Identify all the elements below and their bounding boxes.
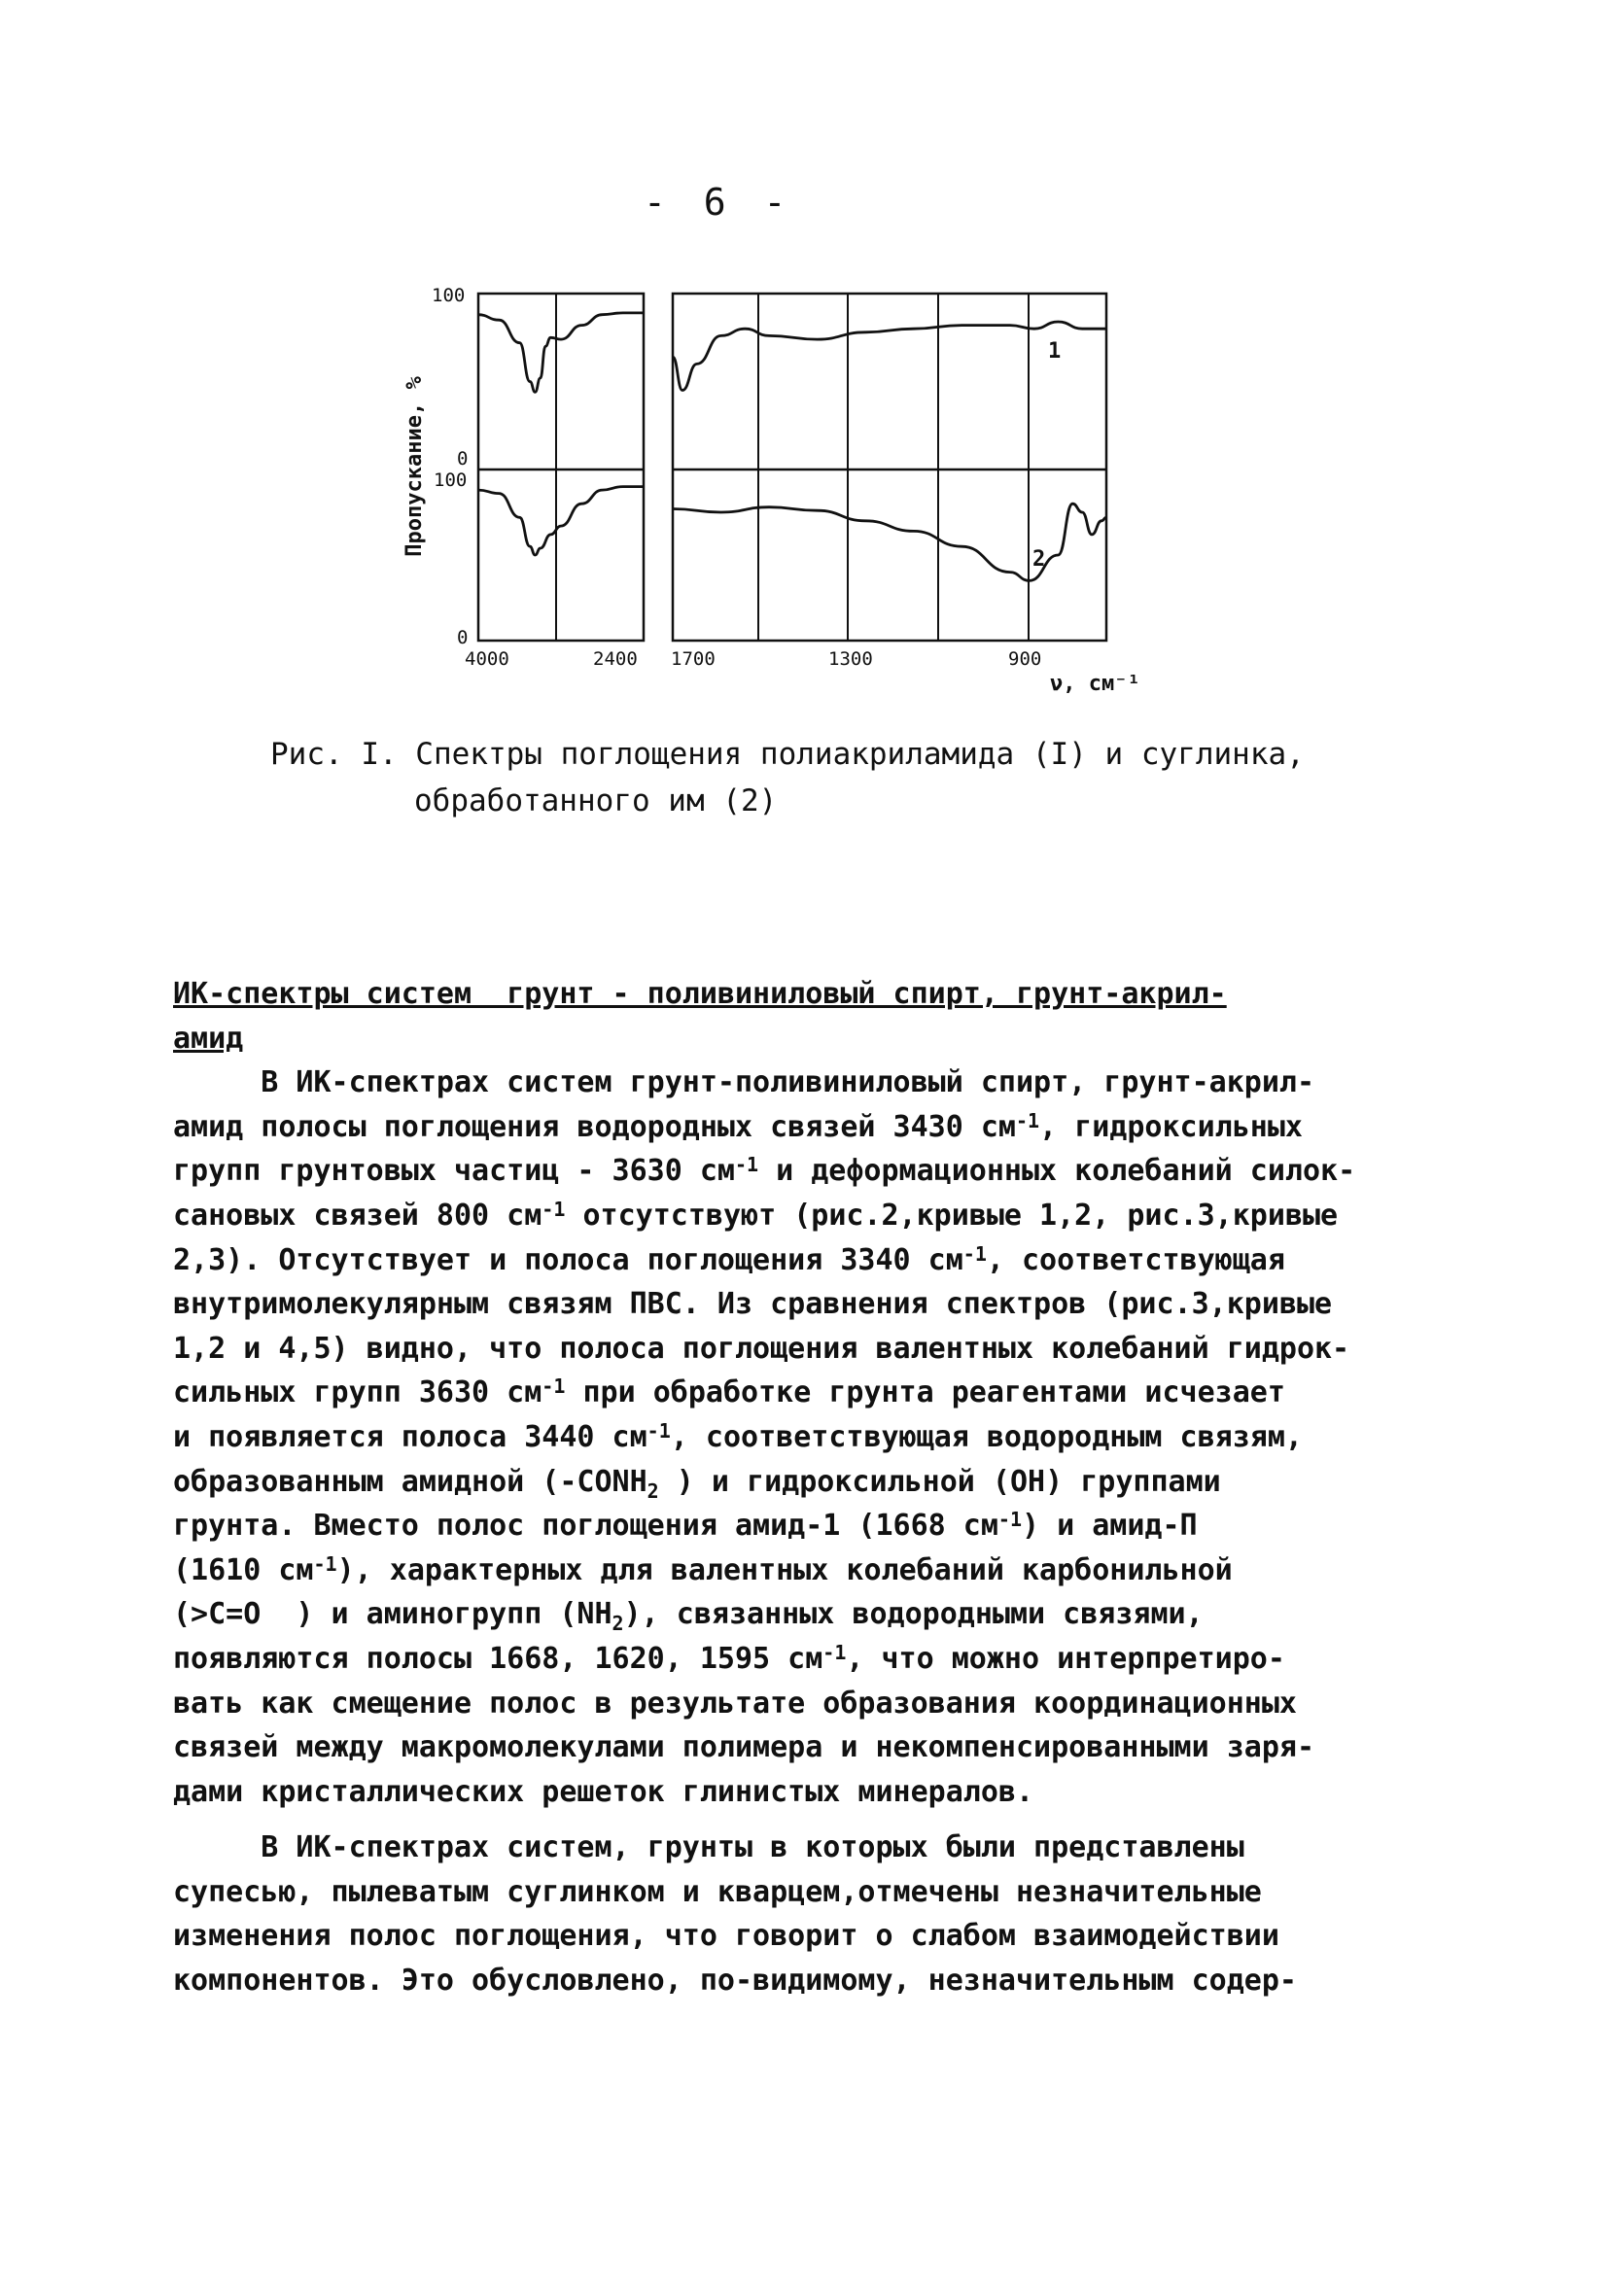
section-heading-cont: амид — [173, 1021, 244, 1056]
text-run: ) и амид-П — [1022, 1509, 1198, 1544]
subscript: 2 — [612, 1612, 624, 1636]
text-run: грунта. Вместо полос поглощения амид-1 (1668 см — [173, 1509, 998, 1544]
x-tick-2400: 2400 — [593, 648, 638, 670]
text-run: , соответствующая — [986, 1242, 1285, 1277]
superscript: -1 — [734, 1153, 759, 1177]
text-run: ), характерных для валентных колебаний карбонильной — [336, 1552, 1233, 1587]
text-run: групп грунтовых частиц - 3630 см — [173, 1154, 735, 1189]
spectrum-curve-1-low-frequency — [673, 322, 1106, 391]
spectrum-curve-1-high-frequency — [478, 313, 644, 393]
text-run: (1610 см — [173, 1552, 314, 1587]
para1-line — [173, 1194, 1437, 1238]
superscript: -1 — [997, 1508, 1022, 1532]
text-run: (>C=O ) и аминогрупп (NH — [173, 1597, 612, 1632]
para1-line: дами кристаллических решеток глинистых минералов. — [173, 1774, 1034, 1809]
para1-line — [173, 1105, 1437, 1150]
para1-line — [173, 1238, 1437, 1283]
superscript: -1 — [542, 1374, 566, 1399]
spectrum-curve-2-high-frequency — [478, 487, 644, 555]
text-run: амид полосы поглощения водородных связей 3430 см — [173, 1109, 1016, 1144]
text-run: и деформационных колебаний силок- — [758, 1154, 1356, 1189]
para2-line: супесью, пылеватым суглинком и кварцем,отмечены незначительные — [173, 1874, 1262, 1909]
y-axis-label: Пропускание, % — [402, 376, 427, 557]
curve-label-2: 2 — [1032, 547, 1046, 572]
text-run: и появляется полоса 3440 см — [173, 1419, 647, 1454]
y-tick-top-0: 0 — [457, 448, 469, 470]
superscript: -1 — [313, 1551, 337, 1576]
para1-line — [173, 1592, 1437, 1637]
y-tick-bottom-100: 100 — [434, 470, 468, 491]
page-number: - 6 - — [644, 181, 794, 224]
caption-line-1: Рис. I. Спектры поглощения полиакриламида (I) и суглинка, — [270, 737, 1305, 772]
para1-line: вать как смещение полос в результате образования координационных — [173, 1686, 1297, 1721]
para2-line: компонентов. Это обусловлено, по-видимому, незначительным содер- — [173, 1964, 1297, 1999]
para1-line — [173, 1371, 1437, 1415]
text-run: 2,3). Отсутствует и полоса поглощения 3340 см — [173, 1242, 963, 1277]
text-run: появляются полосы 1668, 1620, 1595 см — [173, 1641, 823, 1676]
para1-line — [173, 1460, 1437, 1505]
superscript: -1 — [1015, 1108, 1040, 1132]
para1-line: внутримолекулярным связям ПВС. Из сравнения спектров (рис.3,кривые — [173, 1287, 1333, 1322]
text-run: образованным амидной (-CONH — [173, 1464, 647, 1499]
superscript: -1 — [822, 1640, 847, 1664]
section-heading: ИК-спектры систем грунт - поливиниловый спирт, грунт-акрил- — [173, 977, 1227, 1011]
para2-line: изменения полос поглощения, что говорит о слабом взаимодействии — [173, 1919, 1279, 1954]
para1-line: 1,2 и 4,5) видно, что полоса поглощения валентных колебаний гидрок- — [173, 1331, 1350, 1366]
caption-line-2: обработанного им (2) — [414, 783, 778, 818]
x-tick-900: 900 — [1008, 648, 1042, 670]
superscript: -1 — [647, 1418, 671, 1443]
y-tick-bottom-0: 0 — [457, 627, 469, 648]
para1-line — [173, 1637, 1437, 1682]
para1-line — [173, 1504, 1437, 1548]
para1-line — [173, 1149, 1437, 1194]
figure-caption — [270, 731, 1305, 824]
text-run: , соответствующая водородным связям, — [670, 1419, 1303, 1454]
x-tick-1700: 1700 — [671, 648, 716, 670]
superscript: -1 — [962, 1241, 987, 1266]
para2-line: В ИК-спектрах систем, грунты в которых были представлены — [173, 1830, 1244, 1865]
para1-line: В ИК-спектрах систем грунт-поливиниловый спирт, грунт-акрил- — [173, 1065, 1314, 1100]
para1-line — [173, 1415, 1437, 1460]
curve-label-1: 1 — [1048, 339, 1062, 364]
y-tick-top-100: 100 — [432, 285, 466, 306]
text-run: ), связанных водородными связями, — [623, 1597, 1204, 1632]
x-tick-4000: 4000 — [465, 648, 509, 670]
text-run: , гидроксильных — [1039, 1109, 1303, 1144]
superscript: -1 — [542, 1197, 566, 1221]
text-run: сильных групп 3630 см — [173, 1375, 542, 1410]
subscript: 2 — [647, 1478, 659, 1503]
text-run: , что можно интерпретиро- — [846, 1641, 1285, 1676]
para1-line: связей между макромолекулами полимера и некомпенсированными заря- — [173, 1730, 1314, 1765]
text-run: отсутствуют (рис.2,кривые 1,2, рис.3,кривые — [565, 1198, 1339, 1233]
body-text — [173, 972, 1437, 2003]
para1-line — [173, 1548, 1437, 1593]
ir-spectra-figure — [389, 272, 1147, 700]
right-panel-frame — [673, 294, 1106, 641]
text-run: при обработке грунта реагентами исчезает — [565, 1375, 1285, 1410]
text-run: сановых связей 800 см — [173, 1198, 542, 1233]
text-run: ) и гидроксильной (ОН) группами — [658, 1464, 1221, 1499]
x-axis-label: ν, см⁻¹ — [1050, 672, 1140, 696]
left-panel-frame — [478, 294, 644, 641]
x-tick-1300: 1300 — [828, 648, 873, 670]
